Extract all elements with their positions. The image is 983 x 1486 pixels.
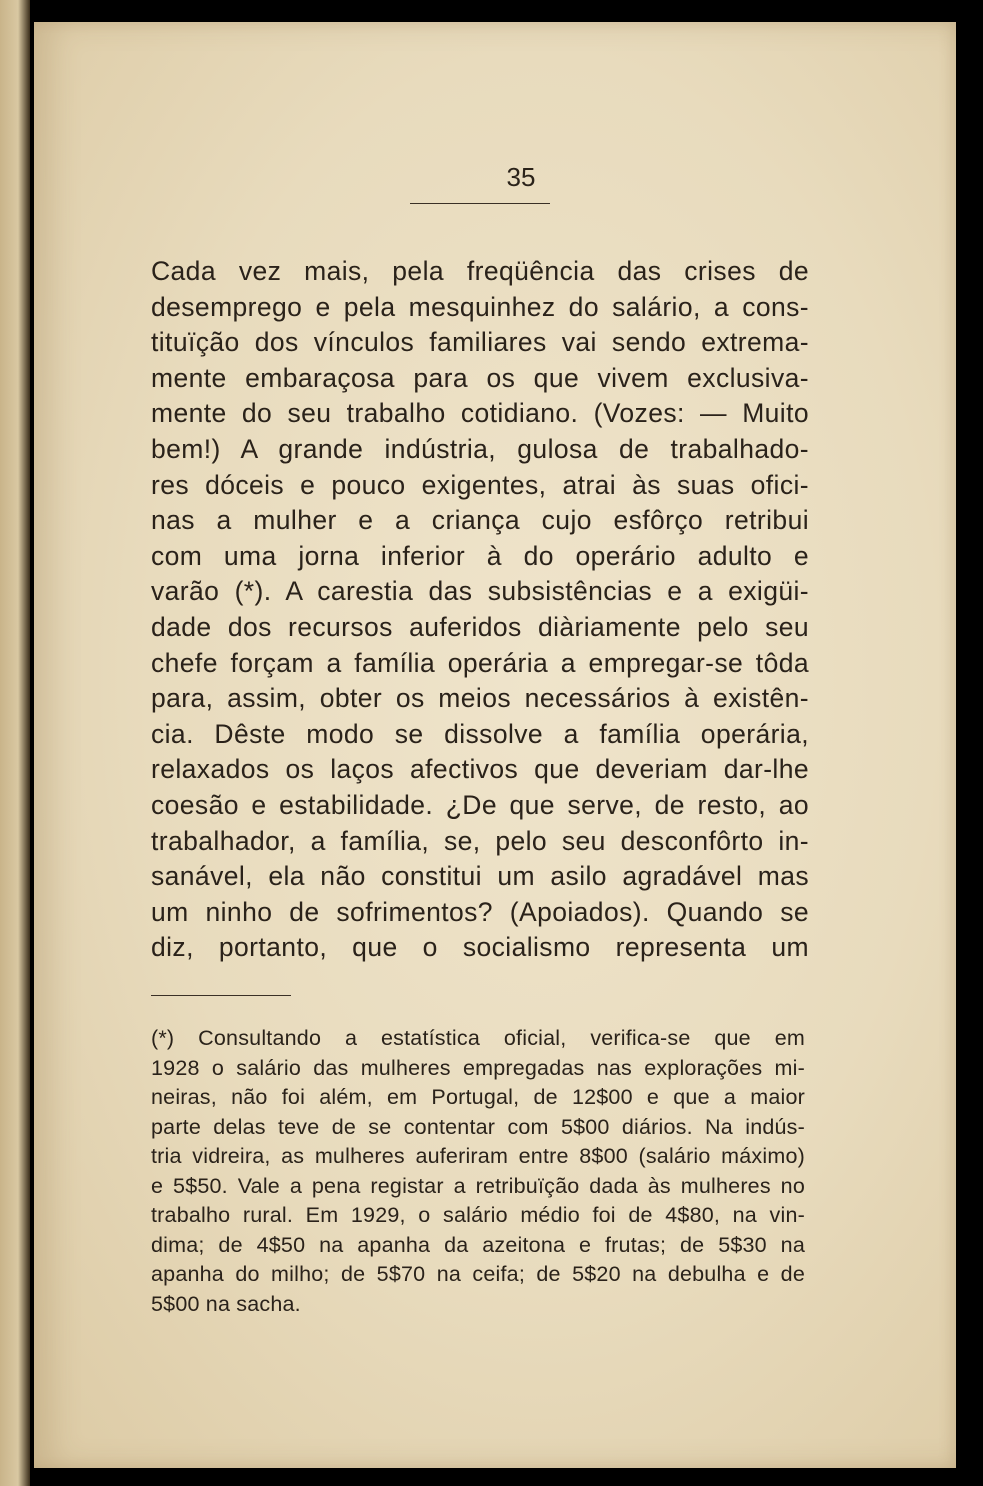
footnote-line: apanha do milho; de 5$70 na ceifa; de 5$20 na debulha e de (151, 1262, 805, 1286)
body-line: dade dos recursos auferidos diàriamente pelo seu (151, 611, 809, 642)
footnote-line: dima; de 4$50 na apanha da azeitona e frutas; de 5$30 na (151, 1232, 805, 1257)
body-line: Cada vez mais, pela freqüência das crises de (151, 256, 809, 286)
footnote-line: parte delas teve de se contentar com 5$00 diários. Na indús- (151, 1114, 805, 1139)
body-line: varão (*). A carestia das subsistências e a exigüi- (151, 576, 809, 607)
body-line: chefe forçam a família operária a empregar-se tôda (151, 647, 809, 678)
facing-page-edge (0, 0, 30, 1486)
footnote-line: tria vidreira, as mulheres auferiram entre 8$00 (salário máximo) (151, 1144, 805, 1168)
body-text (151, 254, 809, 966)
body-line: mente do seu trabalho cotidiano. (Vozes: — Muito (151, 398, 809, 429)
footnote (151, 1024, 805, 1319)
footnote-line: neiras, não foi além, em Portugal, de 12$00 e que a maior (151, 1085, 805, 1109)
body-line: diz, portanto, que o socialismo representa um (151, 932, 809, 963)
footnote-line: e 5$50. Vale a pena registar a retribuïção dada às mulheres no (151, 1173, 805, 1198)
book-page (34, 22, 956, 1468)
footnote-rule (151, 995, 291, 996)
body-line: nas a mulher e a criança cujo esfôrço retribui (151, 505, 809, 536)
body-line: tituïção dos vínculos familiares vai sendo extrema- (151, 327, 809, 358)
body-line: relaxados os laços afectivos que deveriam dar-lhe (151, 754, 809, 785)
header-rule (410, 203, 550, 204)
body-line: trabalhador, a família, se, pelo seu desconfôrto in- (151, 825, 809, 856)
body-line: para, assim, obter os meios necessários à existên- (151, 683, 809, 714)
body-line: cia. Dêste modo se dissolve a família operária, (151, 718, 809, 749)
body-line: um ninho de sofrimentos? (Apoiados). Quando se (151, 896, 809, 927)
footnote-line: (*) Consultando a estatística oficial, verifica-se que em (151, 1026, 805, 1050)
body-line: bem!) A grande indústria, gulosa de trabalhado- (151, 433, 809, 464)
footnote-line: 1928 o salário das mulheres empregadas nas explorações mi- (151, 1055, 805, 1080)
body-line: desemprego e pela mesquinhez do salário, a cons- (151, 291, 809, 322)
body-line: coesão e estabilidade. ¿De que serve, de resto, ao (151, 789, 809, 820)
footnote-line: 5$00 na sacha. (151, 1291, 301, 1316)
footnote-line: trabalho rural. Em 1929, o salário médio foi de 4$80, na vin- (151, 1203, 805, 1227)
body-line: res dóceis e pouco exigentes, atrai às suas ofici- (151, 469, 809, 500)
page-number: 35 (506, 162, 536, 192)
body-line: mente embaraçosa para os que vivem exclusiva- (151, 362, 809, 393)
body-line: com uma jorna inferior à do operário adulto e (151, 540, 809, 571)
body-line: sanável, ela não constitui um asilo agradável mas (151, 861, 809, 892)
